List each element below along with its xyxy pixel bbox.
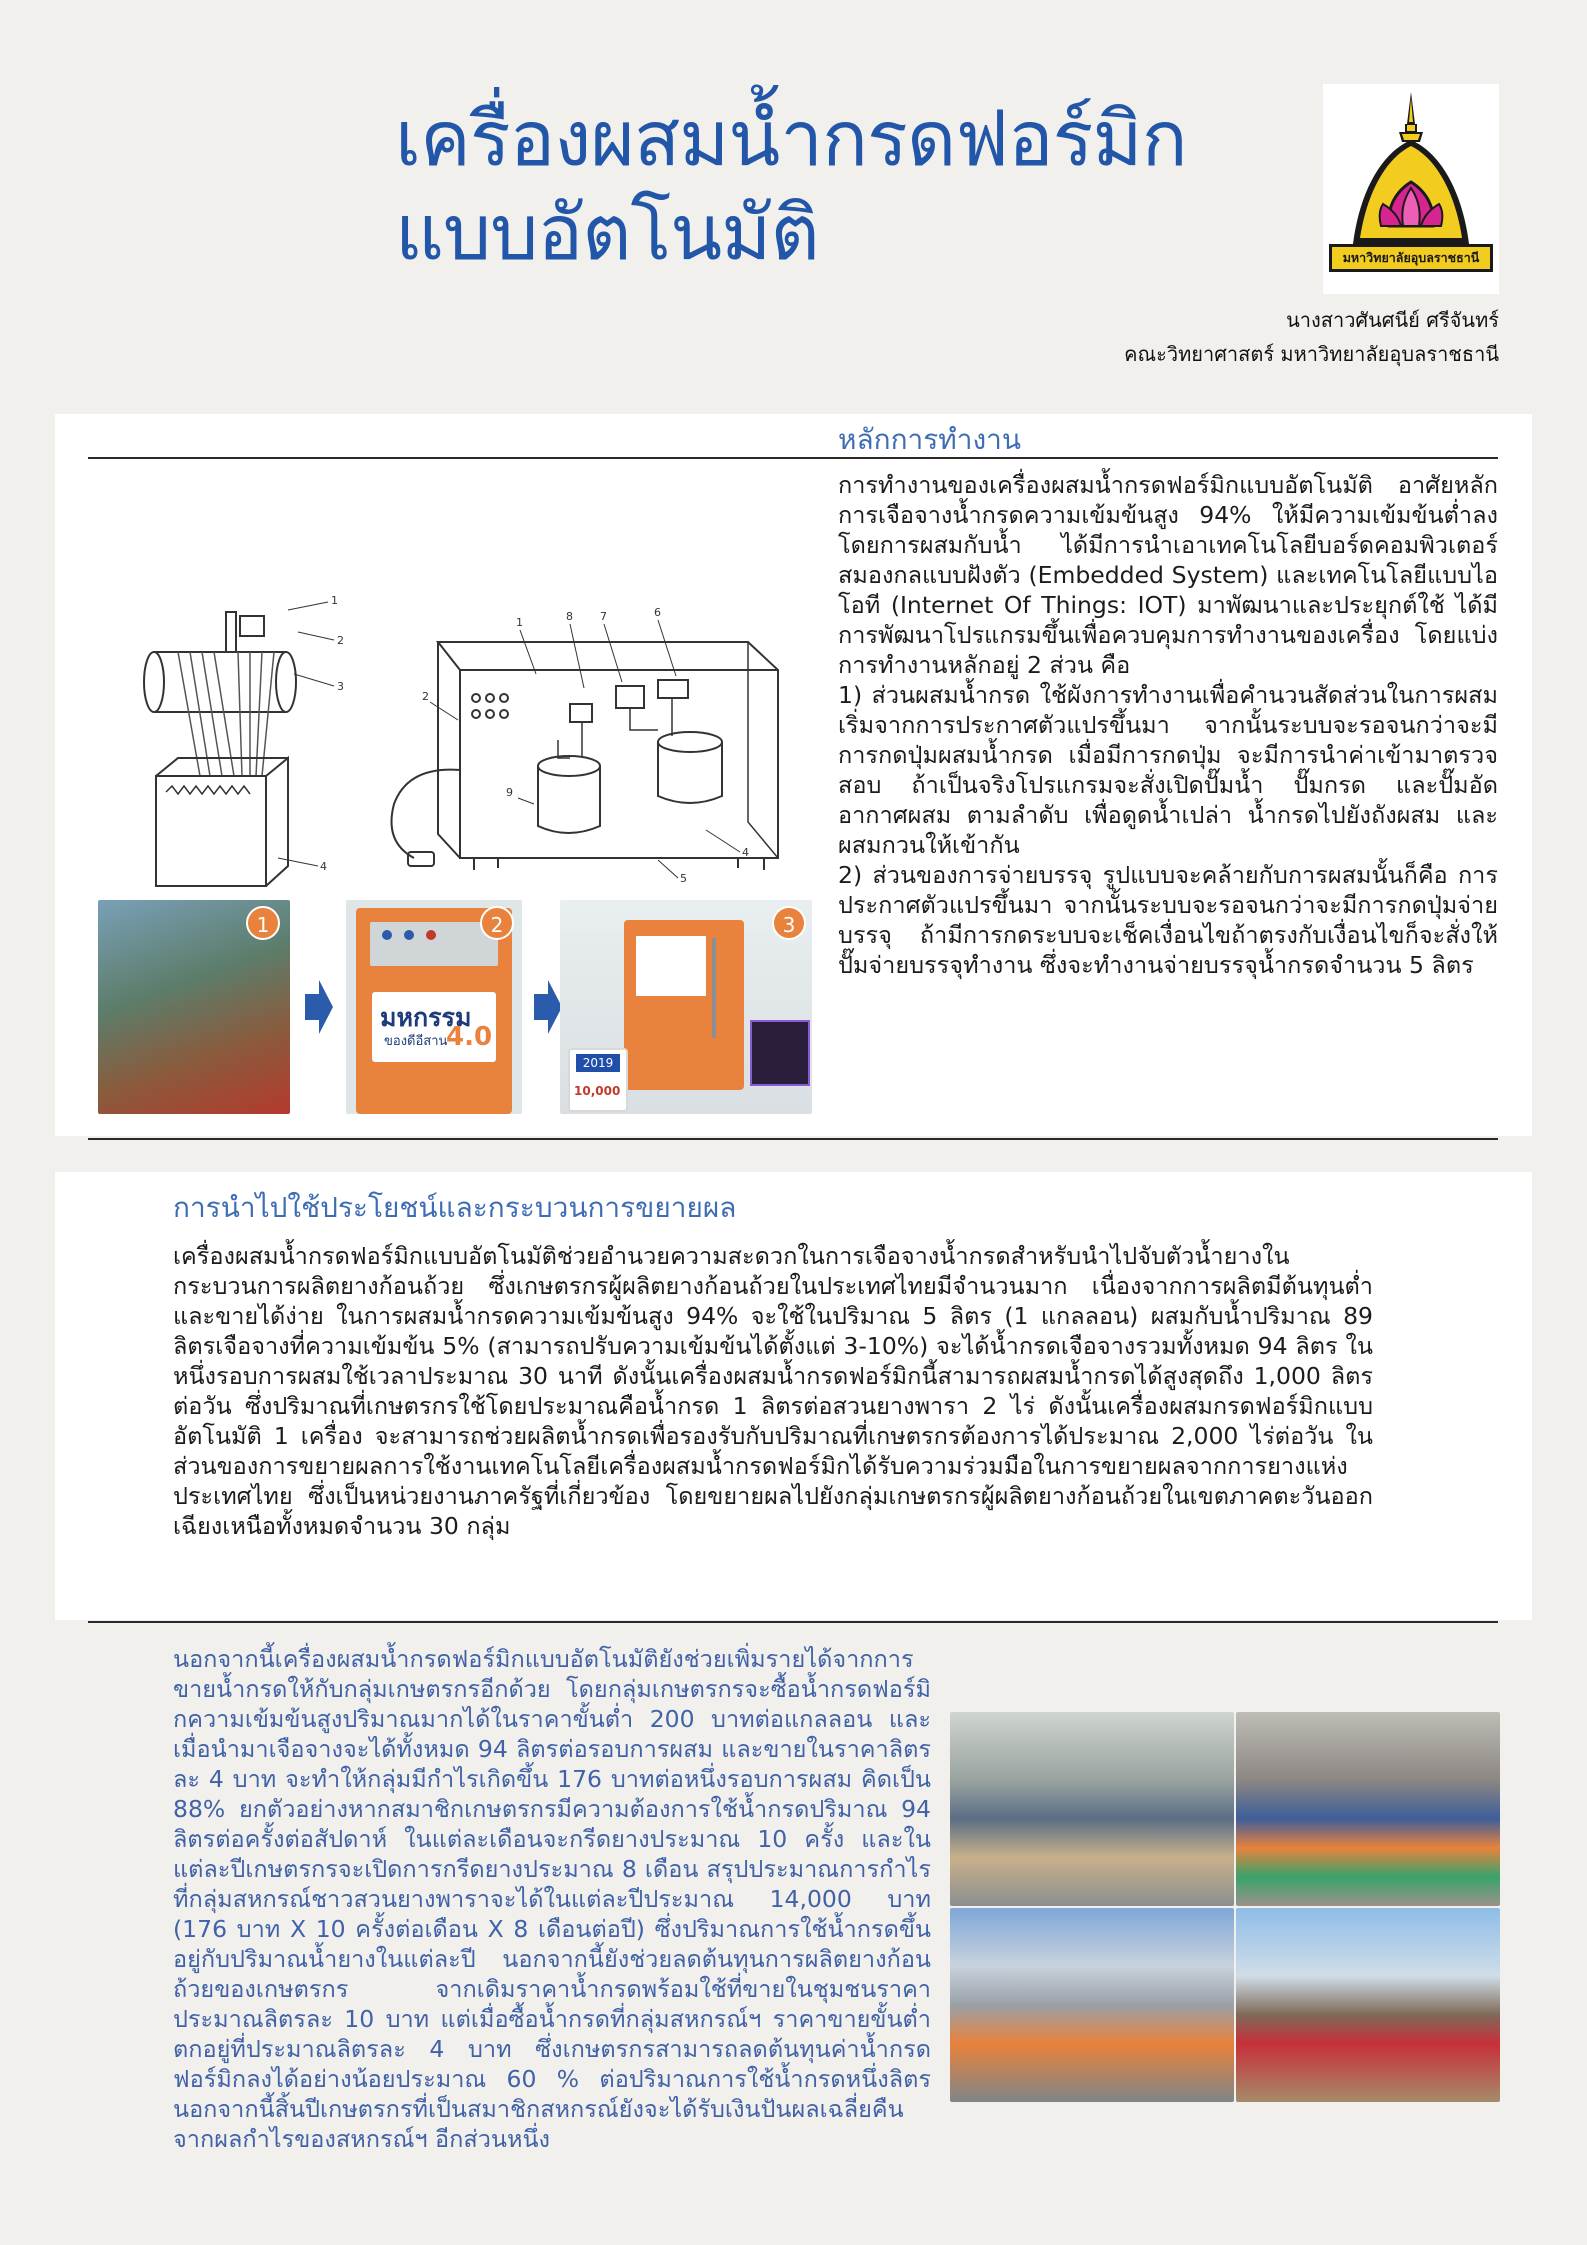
step-badge-2: 2 [480, 906, 514, 940]
svg-text:1: 1 [516, 616, 523, 629]
svg-text:2: 2 [337, 634, 344, 647]
author-affiliation: คณะวิทยาศาสตร์ มหาวิทยาลัยอุบลราชธานี [1124, 342, 1499, 366]
farmer-group-photo-3 [950, 1908, 1234, 2102]
sign-sub-text: ของดีอีสาน [384, 1034, 448, 1049]
svg-text:8: 8 [566, 610, 573, 623]
title-line-1: เครื่องผสมน้ำกรดฟอร์มิก [395, 94, 1187, 183]
step-badge-1: 1 [246, 906, 280, 940]
machine-diagram-icon [138, 590, 798, 890]
farmer-group-photo-1 [950, 1712, 1234, 1906]
svg-text:3: 3 [337, 680, 344, 693]
arrow-right-icon [534, 980, 562, 1034]
step-photo-2 [346, 900, 522, 1114]
step-photo-3 [560, 900, 812, 1114]
benefits-bottom-rule [88, 1621, 1498, 1623]
mixing-machine [356, 908, 512, 1114]
svg-text:1: 1 [331, 594, 338, 607]
benefits-text: เครื่องผสมน้ำกรดฟอร์มิกแบบอัตโนมัติช่วยอำนวยความสะดวกในการเจือจางน้ำกรดสำหรับนำไปจับตัวน้ำยางในกระบวนการผลิตยางก้อนถ้วย ซึ่งเกษตรกรผู้ผลิตยางก้อนถ้วยในประเทศไทยมีจำนวนมาก เนื่องจากการผลิตมีต้นทุนต่ำและขายได้ง่าย ในการผสมน้ำกรดความเข้มข้นสูง 94% จะใช้ในปริมาณ 5 ลิตร (1 แกลลอน) ผสมกับน้ำปริมาณ 89 ลิตรเจือจางที่ความเข้มข้น 5% (สามารถปรับความเข้มข้นได้ตั้งแต่ 3-10%) จะได้น้ำกรดเจือจางรวมทั้งหมด 94 ลิตร ในหนึ่งรอบการผสมใช้เวลาประมาณ 30 นาที ดังนั้นเครื่องผสมน้ำกรดฟอร์มิกนี้สามารถผสมน้ำกรดได้สูงสุดถึง 1,000 ลิตรต่อวัน ซึ่งปริมาณที่เกษตรกรใช้โดยประมาณคือน้ำกรด 1 ลิตรต่อสวนยางพารา 2 ไร่ ดังนั้นเครื่องผสมกรดฟอร์มิกแบบอัตโนมัติ 1 เครื่อง จะสามารถช่วยผลิตน้ำกรดเพื่อรองรับกับปริมาณที่เกษตรกรต้องการได้ประมาณ 2,000 ไร่ต่อวัน ในส่วนของการขยายผลการใช้งานเทคโนโลยีเครื่องผสมน้ำกรดฟอร์มิกได้รับความร่วมมือในการขยายผลจากการยางแห่งประเทศไทย ซึ่งเป็นหน่วยงานภาครัฐที่เกี่ยวข้อง โดยขยายผลไปยังกลุ่มเกษตรกรผู้ผลิตยางก้อนถ้วยในเขตภาคตะวันออกเฉียงเหนือทั้งหมดจำนวน 30 กลุ่ม [173, 1242, 1373, 1540]
title-line-2: แบบอัตโนมัติ [395, 188, 819, 277]
principle-part-1: 1) ส่วนผสมน้ำกรด ใช้ผังการทำงานเพื่อคำนวนสัดส่วนในการผสม เริ่มจากการประกาศตัวแปรขึ้นมา จากนั้นระบบจะรอจนกว่าจะมีการกดปุ่มผสมน้ำกรด เมื่อมีการกดปุ่ม จะมีการนำค่าเข้ามาตรวจสอบ ถ้าเป็นจริงโปรแกรมจะสั่งเปิดปั๊มน้ำ ปั๊มกรด และปั๊มอัดอากาศผสม ตามลำดับ เพื่อดูดน้ำเปล่า น้ำกรดไปยังถังผสม และผสมกวนให้เข้ากัน [838, 681, 1498, 859]
award-card [568, 1048, 628, 1112]
principle-heading: หลักการทำงาน [838, 423, 1021, 456]
mixing-machine-exhibit [624, 920, 744, 1090]
svg-text:7: 7 [600, 610, 607, 623]
svg-text:4: 4 [742, 846, 749, 859]
svg-text:9: 9 [506, 786, 513, 799]
page-title [395, 92, 1325, 280]
step-photo-1 [98, 900, 290, 1114]
university-logo [1323, 84, 1499, 294]
logo-label: มหาวิทยาลัยอุบลราชธานี [1342, 250, 1480, 265]
principle-bottom-rule [88, 1138, 1498, 1140]
machine-technical-drawing [138, 590, 798, 890]
sign-number: 4.0 [446, 1022, 493, 1052]
farmer-group-photo-2 [1236, 1712, 1500, 1906]
farmer-group-photo-4 [1236, 1908, 1500, 2102]
author-block [1124, 303, 1499, 371]
award-amount: 10,000 [574, 1084, 621, 1098]
arrow-right-icon [305, 980, 333, 1034]
benefits-heading: การนำไปใช้ประโยชน์และกระบวนการขยายผล [173, 1191, 737, 1224]
svg-text:5: 5 [680, 872, 687, 885]
principle-heading-rule [88, 457, 1498, 459]
step-badge-3: 3 [772, 906, 806, 940]
income-text: นอกจากนี้เครื่องผสมน้ำกรดฟอร์มิกแบบอัตโนมัติยังช่วยเพิ่มรายได้จากการขายน้ำกรดให้กับกลุ่มเกษตรกรอีกด้วย โดยกลุ่มเกษตรกรจะซื้อน้ำกรดฟอร์มิกความเข้มข้นสูงปริมาณมากได้ในราคาขั้นต่ำ 200 บาทต่อแกลลอน และเมื่อนำมาเจือจางจะได้ทั้งหมด 94 ลิตรต่อรอบการผสม และขายในราคาลิตรละ 4 บาท จะทำให้กลุ่มมีกำไรเกิดขึ้น 176 บาทต่อหนึ่งรอบการผสม คิดเป็น 88% ยกตัวอย่างหากสมาชิกเกษตรกรมีความต้องการใช้น้ำกรดปริมาณ 94 ลิตรต่อครั้งต่อสัปดาห์ ในแต่ละเดือนจะกรีดยางประมาณ 10 ครั้ง และในแต่ละปีเกษตรกรจะเปิดการกรีดยางประมาณ 8 เดือน สรุปประมาณการกำไรที่กลุ่มสหกรณ์ชาวสวนยางพาราจะได้ในแต่ละปีประมาณ 14,000 บาท (176 บาท X 10 ครั้งต่อเดือน X 8 เดือนต่อปี) ซึ่งปริมาณการใช้น้ำกรดขึ้นอยู่กับปริมาณน้ำยางในแต่ละปี นอกจากนี้ยังช่วยลดต้นทุนการผลิตยางก้อนถ้วยของเกษตรกร จากเดิมราคาน้ำกรดพร้อมใช้ที่ขายในชุมชนราคาประมาณลิตรละ 10 บาท แต่เมื่อซื้อน้ำกรดที่กลุ่มสหกรณ์ฯ ราคาขายขั้นต่ำตกอยู่ที่ประมาณลิตรละ 4 บาท ซึ่งเกษตรกรสามารถลดต้นทุนค่าน้ำกรดฟอร์มิกลงได้อย่างน้อยประมาณ 60 % ต่อปริมาณการใช้น้ำกรดหนึ่งลิตร นอกจากนี้สิ้นปีเกษตรกรที่เป็นสมาชิกสหกรณ์ยังจะได้รับเงินปันผลเฉลี่ยคืนจากผลกำไรของสหกรณ์ฯ อีกส่วนหนึ่ง [173, 1645, 931, 2153]
svg-text:2: 2 [422, 690, 429, 703]
principle-text [838, 470, 1498, 980]
author-name: นางสาวศันศนีย์ ศรีจันทร์ [1286, 308, 1499, 332]
svg-text:4: 4 [320, 860, 327, 873]
principle-intro: การทำงานของเครื่องผสมน้ำกรดฟอร์มิกแบบอัตโนมัติ อาศัยหลักการเจือจางน้ำกรดความเข้มข้นสูง 94% ให้มีความเข้มข้นต่ำลงโดยการผสมกับน้ำ ได้มีการนำเอาเทคโนโลยีบอร์ดคอมพิวเตอร์สมองกลแบบฝังตัว (Embedded System) และเทคโนโลยีแบบไอโอที (Internet Of Things: IOT) มาพัฒนาและประยุกต์ใช้ ได้มีการพัฒนาโปรแกรมขึ้นเพื่อควบคุมการทำงานของเครื่อง โดยแบ่งการทำงานหลักอยู่ 2 ส่วน คือ [838, 471, 1498, 679]
principle-part-2: 2) ส่วนของการจ่ายบรรจุ รูปแบบจะคล้ายกับการผสมนั้นก็คือ การประกาศตัวแปรขึ้นมา จากนั้นระบบจะรอจนกว่าจะมีการกดปุ่มจ่ายบรรจุ ถ้ามีการกดระบบจะเช็คเงื่อนไขถ้าตรงกับเงื่อนไขก็จะสั่งให้ปั๊มจ่ายบรรจุทำงาน ซึ่งจะทำงานจ่ายบรรจุน้ำกรดจำนวน 5 ลิตร [838, 861, 1498, 979]
event-sign [372, 992, 496, 1062]
sign-main-text: มหกรรม [380, 1003, 472, 1032]
svg-text:6: 6 [654, 606, 661, 619]
award-year: 2019 [576, 1054, 620, 1072]
